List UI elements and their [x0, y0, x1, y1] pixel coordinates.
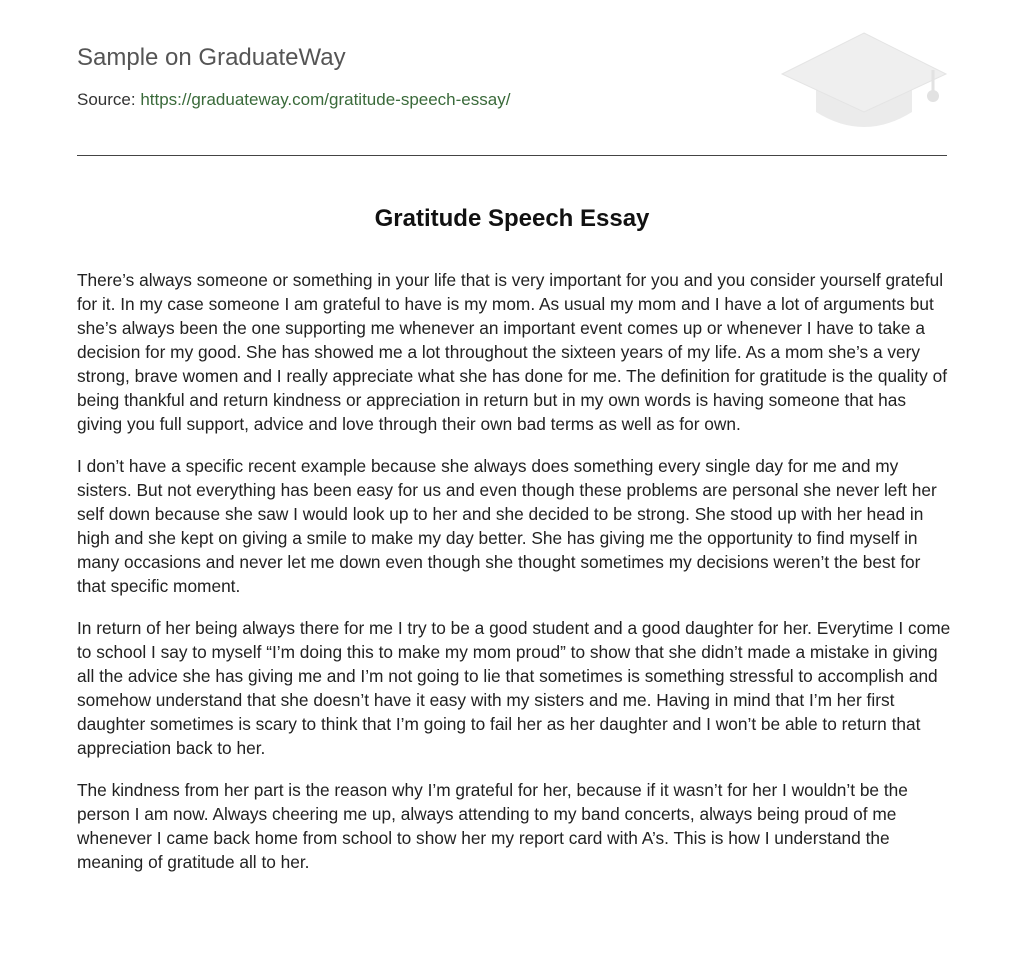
essay-paragraph: I don’t have a specific recent example because she always does something every single day for me and my sisters. But not everything has been easy for us and even though these problems are personal she never left her self down because she saw I would look up to her and she decided to be strong. She stood up with her head in high and she kept on giving a smile to make my day better. She has giving me the opportunity to find myself in many occasions and never let me down even though she thought sometimes my decisions weren’t the best for that specific moment.: [77, 456, 937, 596]
essay-paragraph: In return of her being always there for me I try to be a good student and a good daughter for her. Everytime I come to school I say to myself “I’m doing this to make my mom proud” to show that she didn’t made a mistake in giving all the advice she has giving me and I’m not going to lie that sometimes is something stressful to accomplish and somehow understand that she doesn’t have it easy with my sisters and me. Having in mind that I’m her first daughter sometimes is scary to think that I’m going to fail her as her daughter and I won’t be able to return that appreciation back to her.: [77, 618, 951, 758]
graduation-cap-icon: [780, 30, 948, 134]
site-title: Sample on GraduateWay: [77, 44, 346, 71]
essay-paragraph: There’s always someone or something in your life that is very important for you and you consider yourself grateful for it. In my case someone I am grateful to have is my mom. As usual my mom and I have a lot of arguments but she’s always been the one supporting me whenever an important event comes up or whenever I have to take a decision for my good. She has showed me a lot throughout the sixteen years of my life. As a mom she’s a very strong, brave women and I really appreciate what she has done for me. The definition for gratitude is the quality of being thankful and return kindness or appreciation in return but in my own words is having someone that has giving you full support, advice and love through their own bad terms as well as for own.: [77, 270, 948, 434]
essay-body: [77, 268, 951, 892]
header-divider: [77, 155, 947, 156]
essay-title: Gratitude Speech Essay: [374, 205, 650, 232]
source-label: Source:: [77, 90, 136, 109]
source-line: [77, 90, 510, 110]
essay-paragraph: The kindness from her part is the reason why I’m grateful for her, because if it wasn’t for her I wouldn’t be the person I am now. Always cheering me up, always attending to my band concerts, always being proud of me whenever I came back home from school to show her my report card with A’s. This is how I understand the meaning of gratitude all to her.: [77, 780, 908, 872]
page-header: [77, 0, 947, 156]
source-link[interactable]: https://graduateway.com/gratitude-speech-essay/: [140, 90, 511, 109]
